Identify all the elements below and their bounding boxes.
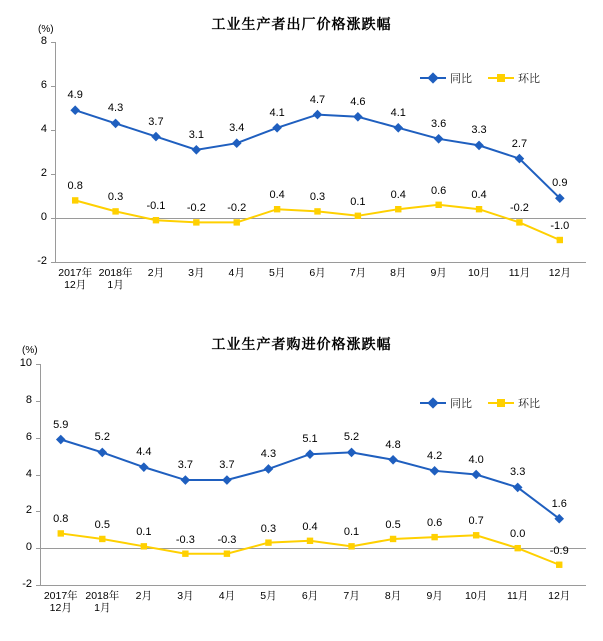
data-point-label: 0.6 — [426, 517, 443, 530]
data-point-label: 4.1 — [269, 106, 285, 119]
chart-title: 工业生产者购进价格涨跌幅 — [211, 336, 392, 352]
data-point-label: 0.4 — [390, 189, 406, 202]
y-axis-tick-label: 0 — [40, 211, 47, 223]
data-point-label: 0.0 — [510, 528, 526, 541]
data-point-label: 4.9 — [67, 89, 83, 102]
data-point-label: 3.4 — [229, 122, 245, 135]
y-axis-tick-label: 4 — [25, 467, 32, 480]
y-axis-tick-label: 6 — [40, 79, 47, 91]
data-point-label: 4.3 — [107, 102, 124, 115]
data-point-label: 0.8 — [53, 513, 69, 526]
data-point-label: 1.6 — [551, 497, 567, 510]
x-axis-tick-label: 9月 — [430, 267, 447, 279]
data-point-label: -0.2 — [227, 202, 247, 215]
data-point-label: 4.1 — [390, 106, 406, 119]
data-point-label: -1.0 — [550, 220, 570, 232]
data-point-label: 4.7 — [309, 93, 326, 106]
data-point-label: 3.7 — [219, 459, 235, 472]
data-point-label: -0.3 — [175, 533, 195, 546]
y-axis-tick-label: -2 — [37, 255, 47, 267]
square-marker-icon — [497, 74, 505, 82]
data-point-label: 4.0 — [468, 453, 484, 466]
data-point-label: 0.1 — [136, 526, 152, 539]
data-point-label: 5.9 — [53, 418, 69, 431]
data-point-label: 0.1 — [350, 195, 366, 208]
data-point-label: 5.2 — [343, 431, 360, 444]
data-point-label: 0.5 — [94, 518, 110, 531]
data-point-label: 0.7 — [468, 515, 484, 528]
data-point-label: -0.3 — [217, 533, 237, 546]
data-point-label: 0.6 — [430, 184, 447, 197]
x-axis-tick-label: 5月 — [268, 267, 286, 279]
x-axis-tick-label: 5月 — [260, 590, 277, 602]
data-point-label: 4.6 — [350, 95, 366, 108]
legend-item[interactable] — [420, 395, 472, 411]
x-axis-tick-label: 3月 — [177, 590, 194, 602]
x-axis-tick-label: 4月 — [218, 590, 236, 602]
data-point-label: 0.5 — [385, 518, 401, 531]
series-lines — [0, 320, 603, 641]
legend-line-blue-icon — [420, 77, 446, 79]
legend-line-yellow-icon — [488, 402, 514, 404]
data-point-label: 0.9 — [552, 177, 568, 190]
data-point-label: 0.4 — [269, 189, 285, 202]
x-axis-tick-label: 10月 — [465, 590, 488, 602]
data-point-label: 3.1 — [188, 128, 204, 141]
data-point-label: 3.7 — [177, 459, 194, 472]
x-axis-tick-label: 7月 — [349, 267, 367, 279]
data-point-label: 0.8 — [67, 180, 83, 193]
data-point-label: 0.4 — [302, 520, 318, 533]
x-axis-tick-label: 2018年 1月 — [98, 267, 133, 291]
data-point-label: 4.2 — [426, 449, 443, 462]
chart-ppi-factory-gate — [0, 0, 603, 320]
legend-item[interactable] — [488, 395, 540, 411]
data-point-label: 0.4 — [471, 189, 487, 202]
data-point-label: 0.3 — [107, 191, 124, 204]
data-point-label: 3.6 — [430, 117, 447, 130]
y-axis-tick-label: 4 — [40, 123, 47, 135]
y-axis-tick-label: 0 — [25, 541, 32, 554]
x-axis-tick-label: 12月 — [548, 267, 571, 279]
y-axis-unit-label: (%) — [38, 24, 54, 35]
data-point-label: 5.2 — [94, 431, 110, 444]
data-point-label: -0.1 — [146, 200, 166, 213]
x-axis-tick-label: 8月 — [390, 267, 407, 279]
chart-legend — [420, 70, 540, 86]
data-point-label: 0.3 — [309, 191, 326, 204]
x-axis-tick-label: 6月 — [309, 267, 326, 279]
y-axis-tick-label: 6 — [25, 430, 32, 443]
y-axis-tick-label: 8 — [40, 35, 47, 47]
x-axis-tick-label: 11月 — [508, 267, 531, 279]
legend-item[interactable] — [420, 70, 472, 86]
legend-label: 环比 — [518, 73, 540, 85]
x-axis-tick-label: 3月 — [188, 267, 205, 279]
x-axis-tick-label: 2月 — [147, 267, 165, 279]
data-point-label: 0.1 — [343, 526, 360, 539]
data-point-label: 4.8 — [385, 438, 401, 451]
data-point-label: 4.3 — [260, 447, 277, 460]
x-axis-tick-label: 2017年 12月 — [58, 267, 93, 291]
data-point-label: 5.1 — [302, 433, 318, 446]
series-lines — [0, 0, 603, 320]
chart-legend — [420, 395, 540, 411]
legend-label: 环比 — [518, 398, 540, 410]
diamond-marker-icon — [427, 397, 438, 408]
data-point-label: 3.3 — [471, 124, 487, 137]
x-axis-tick-label: 2017年 12月 — [43, 590, 78, 614]
x-axis-tick-label: 6月 — [301, 590, 319, 602]
x-axis-tick-label: 2月 — [135, 590, 153, 602]
diamond-marker-icon — [427, 72, 438, 83]
chart-ppi-purchasing — [0, 320, 603, 641]
x-axis-tick-label: 11月 — [506, 590, 529, 602]
x-axis-tick-label: 4月 — [228, 267, 245, 279]
data-point-label: 0.3 — [260, 522, 277, 535]
y-axis-tick-label: 10 — [19, 357, 32, 369]
y-axis-tick-label: -2 — [22, 578, 32, 590]
legend-line-yellow-icon — [488, 77, 514, 79]
legend-label: 同比 — [450, 73, 472, 85]
y-axis-tick-label: 2 — [40, 167, 47, 179]
data-point-label: -0.2 — [186, 202, 206, 215]
data-point-label: 3.3 — [510, 466, 526, 479]
legend-line-blue-icon — [420, 402, 446, 404]
x-axis-tick-label: 7月 — [343, 590, 360, 602]
x-axis-tick-label: 2018年 1月 — [85, 590, 120, 614]
data-point-label: -0.2 — [509, 202, 529, 215]
y-axis-unit-label: (%) — [22, 345, 38, 356]
x-axis-tick-label: 8月 — [384, 590, 402, 602]
y-axis-tick-label: 8 — [25, 393, 32, 406]
square-marker-icon — [497, 399, 505, 407]
data-point-label: 2.7 — [511, 137, 528, 150]
chart-title: 工业生产者出厂价格涨跌幅 — [211, 16, 392, 32]
data-point-label: -0.9 — [549, 544, 569, 557]
x-axis-tick-label: 9月 — [426, 590, 443, 602]
x-axis-tick-label: 10月 — [467, 267, 491, 279]
data-point-label: 3.7 — [148, 115, 164, 128]
y-axis-tick-label: 2 — [25, 504, 32, 517]
legend-item[interactable] — [488, 70, 540, 86]
legend-label: 同比 — [450, 398, 472, 410]
data-point-label: 4.4 — [136, 446, 152, 459]
x-axis-tick-label: 12月 — [548, 590, 571, 602]
